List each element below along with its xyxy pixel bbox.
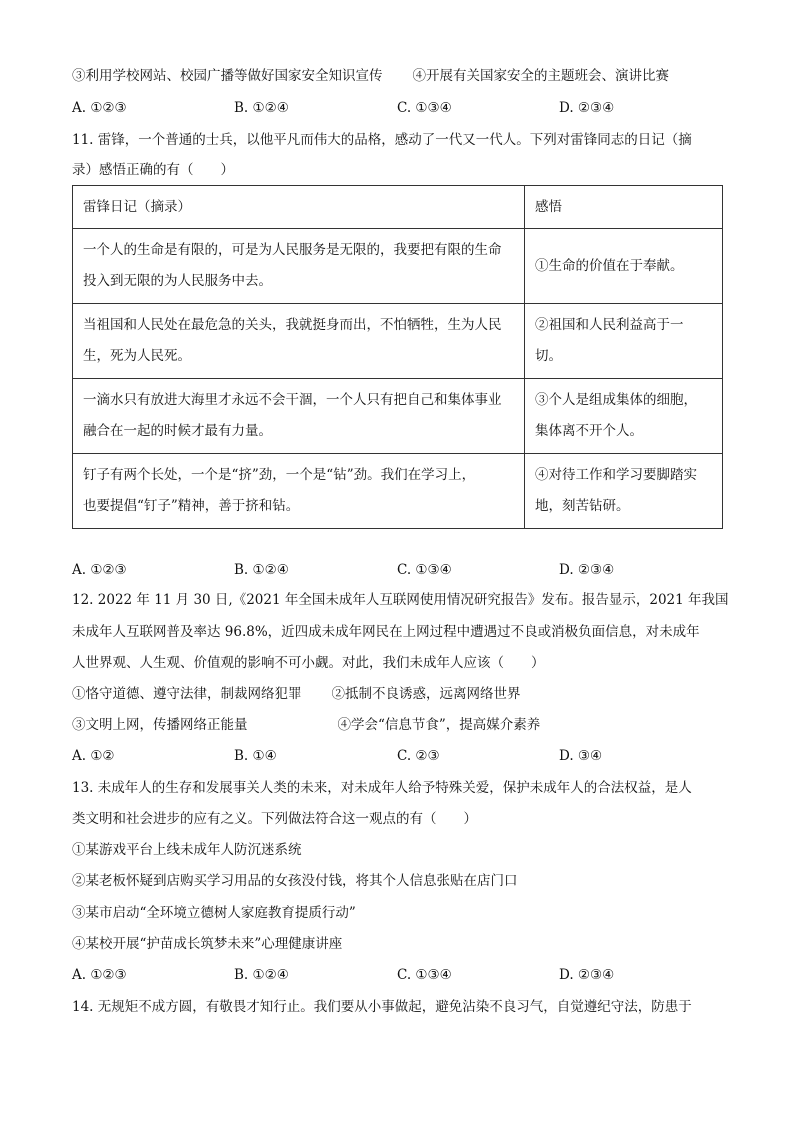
insight-text: ④对待工作和学习要脚踏实 [535, 467, 697, 483]
option-d[interactable]: D. ②③④ [559, 967, 615, 983]
table-row [73, 304, 723, 379]
q13-stem-line2: 类文明和社会进步的应有之义。下列做法符合这一观点的有（ ） [72, 811, 477, 827]
insight-text: 集体离不开个人。 [535, 423, 643, 439]
q14-stem-line1: 14. 无规矩不成方圆，有敬畏才知行止。我们要从小事做起，避免沾染不良习气，自觉遵纪守法，防患于 [72, 999, 692, 1015]
insight-cell [525, 229, 723, 304]
option-d[interactable]: D. ②③④ [559, 100, 615, 116]
option-b[interactable]: B. ①④ [234, 748, 277, 764]
q13-options [72, 965, 722, 985]
q10-item-3: ③利用学校网站、校园广播等做好国家安全知识宣传 [72, 68, 383, 84]
insight-text: ②祖国和人民利益高于一 [535, 317, 684, 333]
option-c[interactable]: C. ①③④ [397, 100, 452, 116]
insight-text: 地，刻苦钻研。 [535, 498, 630, 514]
diary-cell [73, 454, 525, 529]
table-row [73, 379, 723, 454]
q13-item: ③某市启动“全环境立德树人家庭教育提质行动” [72, 905, 356, 921]
table-row [73, 454, 723, 529]
option-b[interactable]: B. ①②④ [234, 967, 289, 983]
diary-text: 一个人的生命是有限的，可是为人民服务是无限的，我要把有限的生命 [83, 242, 502, 258]
q12-item-3: ③文明上网，传播网络正能量 [72, 717, 248, 733]
q12-items-line1 [72, 684, 521, 704]
q12-item-4: ④学会“信息节食”，提高媒介素养 [337, 717, 541, 733]
diary-text: 也要提倡“钉子”精神，善于挤和钻。 [83, 498, 300, 514]
insight-cell [525, 304, 723, 379]
option-a[interactable]: A. ①②③ [72, 562, 127, 578]
q13-item: ②某老板怀疑到店购买学习用品的女孩没付钱，将其个人信息张贴在店门口 [72, 873, 518, 889]
option-a[interactable]: A. ①②③ [72, 100, 127, 116]
diary-text: 投入到无限的为人民服务中去。 [83, 273, 272, 289]
table-header-diary: 雷锋日记（摘录） [73, 186, 525, 229]
q10-item-4: ④开展有关国家安全的主题班会、演讲比赛 [412, 68, 669, 84]
diary-text: 生，死为人民死。 [83, 348, 191, 364]
option-b[interactable]: B. ①②④ [234, 100, 289, 116]
diary-cell [73, 229, 525, 304]
option-a[interactable]: A. ①② [72, 748, 115, 764]
q13-stem-line1: 13. 未成年人的生存和发展事关人类的未来，对未成年人给予特殊关爱，保护未成年人的合法权益，是人 [72, 780, 692, 796]
q10-options [72, 98, 722, 118]
q11-stem-line2: 录）感悟正确的有（ ） [72, 162, 234, 178]
option-c[interactable]: C. ②③ [397, 748, 440, 764]
option-d[interactable]: D. ③④ [559, 748, 603, 764]
insight-text: 切。 [535, 348, 562, 364]
option-a[interactable]: A. ①②③ [72, 967, 127, 983]
option-d[interactable]: D. ②③④ [559, 562, 615, 578]
q12-item-2: ②抵制不良诱惑，远离网络世界 [331, 686, 521, 702]
option-c[interactable]: C. ①③④ [397, 562, 452, 578]
q12-options [72, 746, 722, 766]
q13-item: ④某校开展“护苗成长筑梦未来”心理健康讲座 [72, 936, 343, 952]
q12-stem-line2: 未成年人互联网普及率达 96.8%，近四成未成年网民在上网过程中遭遇过不良或消极负面信息，对未成年 [72, 624, 700, 640]
q12-stem-line1: 12. 2022 年 11 月 30 日,《2021 年全国未成年人互联网使用情况研究报告》发布。报告显示，2021 年我国 [72, 592, 729, 608]
insight-text: ③个人是组成集体的细胞， [535, 392, 697, 408]
diary-cell [73, 304, 525, 379]
insight-cell [525, 454, 723, 529]
q11-stem-line1: 11. 雷锋，一个普通的士兵，以他平凡而伟大的品格，感动了一代又一代人。下列对雷锋同志的日记（摘 [72, 132, 692, 148]
table-header-insight: 感悟 [525, 186, 723, 229]
diary-text: 一滴水只有放进大海里才永远不会干涸，一个人只有把自己和集体事业 [83, 392, 502, 408]
diary-text: 钉子有两个长处，一个是“挤”劲，一个是“钻”劲。我们在学习上， [83, 467, 476, 483]
option-c[interactable]: C. ①③④ [397, 967, 452, 983]
table-header-row [73, 186, 723, 229]
q11-options [72, 560, 722, 580]
q13-item: ①某游戏平台上线未成年人防沉迷系统 [72, 842, 302, 858]
table-row [73, 229, 723, 304]
diary-cell [73, 379, 525, 454]
q10-items-line [72, 66, 669, 86]
option-b[interactable]: B. ①②④ [234, 562, 289, 578]
q12-items-line2 [72, 715, 540, 735]
insight-cell [525, 379, 723, 454]
q12-item-1: ①恪守道德、遵守法律，制裁网络犯罪 [72, 686, 302, 702]
diary-text: 融合在一起的时候才最有力量。 [83, 423, 272, 439]
diary-table [72, 185, 723, 529]
q12-stem-line3: 人世界观、人生观、价值观的影响不可小觑。对此，我们未成年人应该（ ） [72, 655, 545, 671]
insight-text: ①生命的价值在于奉献。 [535, 257, 684, 274]
diary-text: 当祖国和人民处在最危急的关头，我就挺身而出，不怕牺牲，生为人民 [83, 317, 502, 333]
